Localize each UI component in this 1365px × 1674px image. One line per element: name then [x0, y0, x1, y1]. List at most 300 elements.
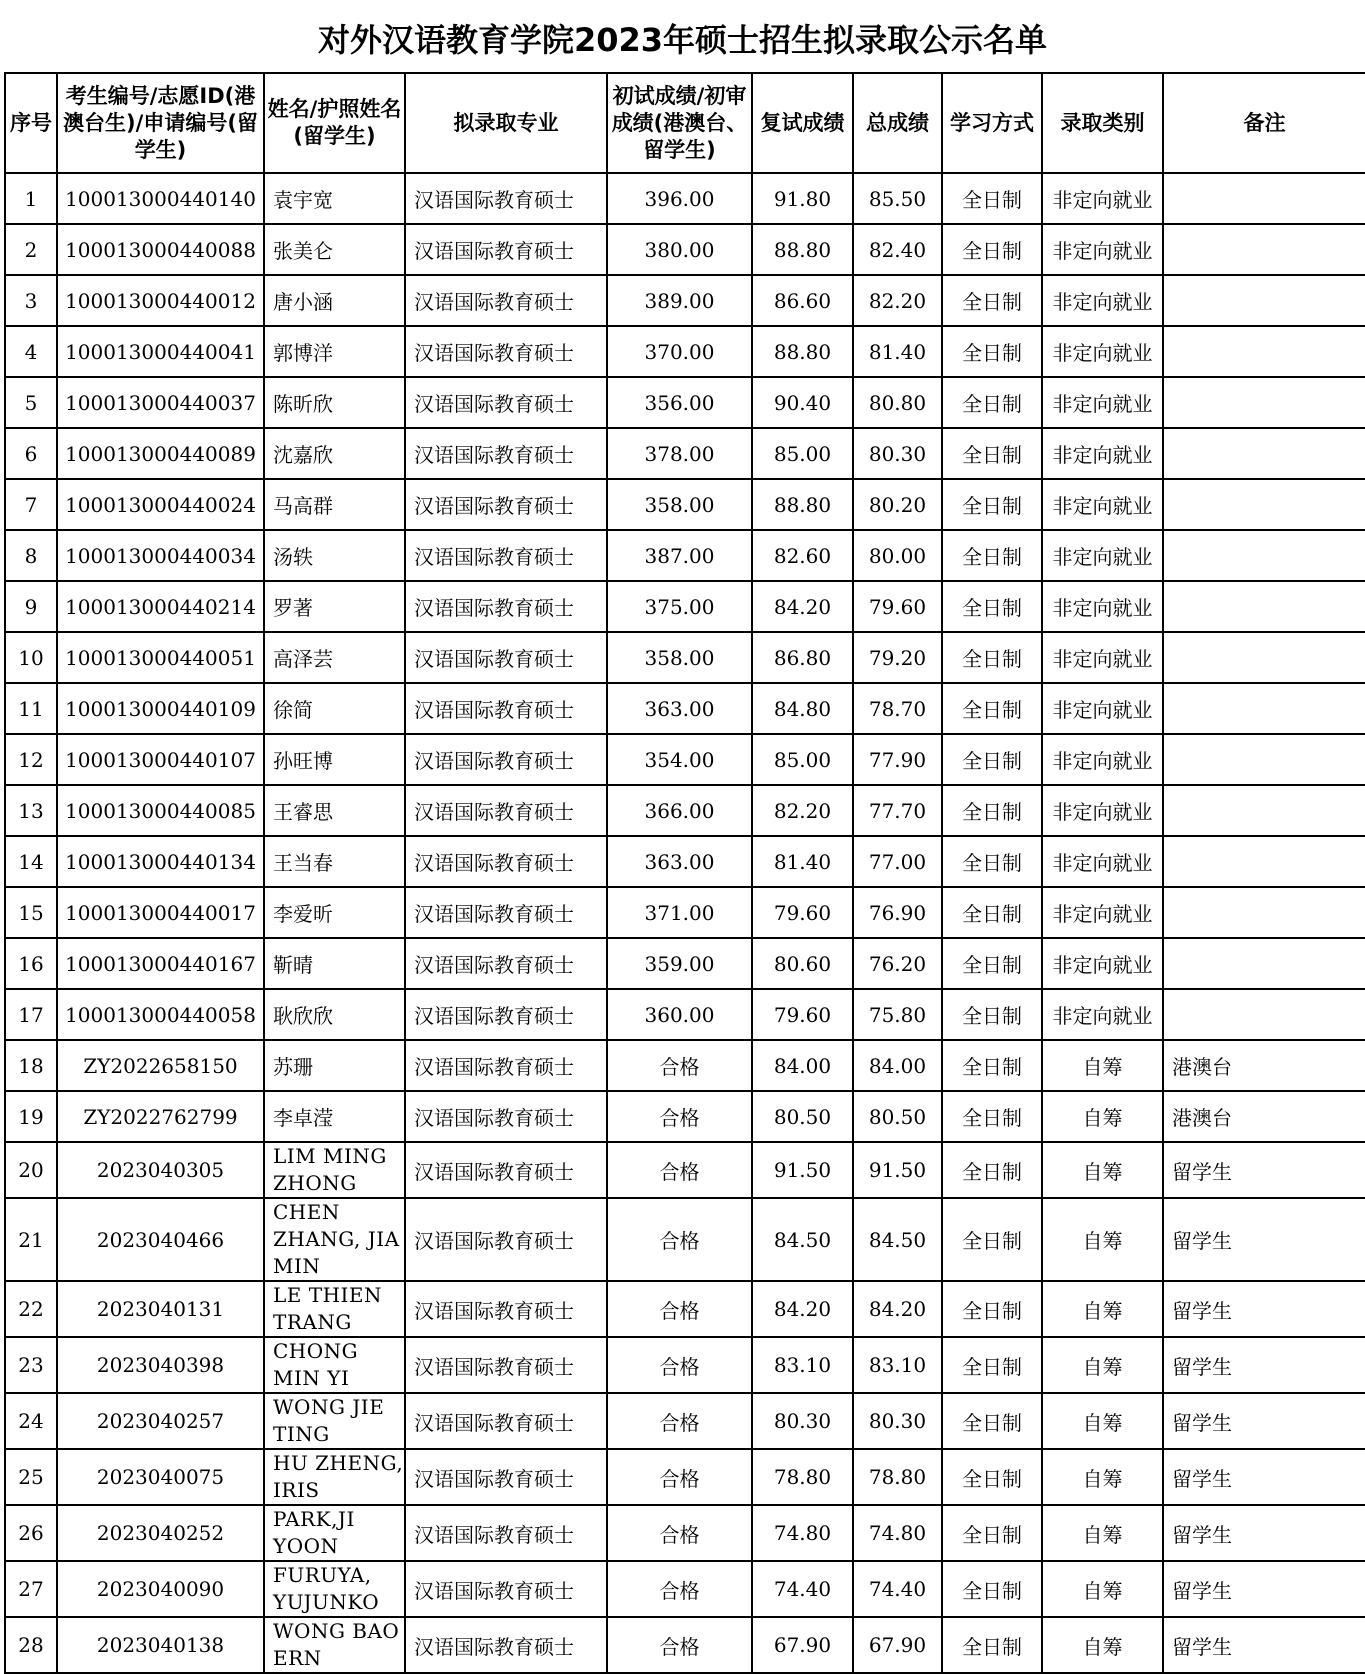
study-mode-cell: 全日制	[942, 1393, 1042, 1449]
total-score-cell: 76.20	[853, 938, 942, 989]
study-mode-cell: 全日制	[942, 479, 1042, 530]
first-score-cell: 380.00	[607, 224, 752, 275]
row-number-cell: 17	[5, 989, 57, 1040]
retest-score-cell: 74.40	[752, 1561, 853, 1617]
note-cell	[1163, 479, 1365, 530]
admission-type-cell: 非定向就业	[1042, 632, 1163, 683]
study-mode-cell: 全日制	[942, 785, 1042, 836]
table-row	[5, 1393, 1365, 1449]
study-mode-cell: 全日制	[942, 938, 1042, 989]
total-score-cell: 82.20	[853, 275, 942, 326]
retest-score-cell: 74.80	[752, 1505, 853, 1561]
note-cell	[1163, 938, 1365, 989]
major-cell: 汉语国际教育硕士	[405, 530, 607, 581]
total-score-cell: 80.30	[853, 1393, 942, 1449]
admission-type-cell: 非定向就业	[1042, 173, 1163, 224]
header-cell: 复试成绩	[752, 73, 853, 173]
name-cell: 苏珊	[264, 1040, 405, 1091]
candidate-id-cell: 100013000440140	[57, 173, 264, 224]
total-score-cell: 80.00	[853, 530, 942, 581]
row-number-cell: 11	[5, 683, 57, 734]
first-score-cell: 合格	[607, 1040, 752, 1091]
major-cell: 汉语国际教育硕士	[405, 887, 607, 938]
total-score-cell: 80.80	[853, 377, 942, 428]
retest-score-cell: 81.40	[752, 836, 853, 887]
note-cell: 留学生	[1163, 1393, 1365, 1449]
major-cell: 汉语国际教育硕士	[405, 428, 607, 479]
name-cell: WONG BAO ERN	[264, 1617, 405, 1673]
name-cell: 高泽芸	[264, 632, 405, 683]
retest-score-cell: 82.60	[752, 530, 853, 581]
total-score-cell: 80.20	[853, 479, 942, 530]
retest-score-cell: 84.20	[752, 581, 853, 632]
name-cell: 袁宇宽	[264, 173, 405, 224]
study-mode-cell: 全日制	[942, 887, 1042, 938]
name-cell: 王睿思	[264, 785, 405, 836]
candidate-id-cell: 2023040305	[57, 1142, 264, 1198]
name-cell: 汤轶	[264, 530, 405, 581]
retest-score-cell: 83.10	[752, 1337, 853, 1393]
note-cell	[1163, 581, 1365, 632]
retest-score-cell: 78.80	[752, 1449, 853, 1505]
name-cell: 陈昕欣	[264, 377, 405, 428]
table-row	[5, 224, 1365, 275]
major-cell: 汉语国际教育硕士	[405, 326, 607, 377]
study-mode-cell: 全日制	[942, 836, 1042, 887]
first-score-cell: 387.00	[607, 530, 752, 581]
first-score-cell: 370.00	[607, 326, 752, 377]
first-score-cell: 合格	[607, 1449, 752, 1505]
retest-score-cell: 85.00	[752, 734, 853, 785]
note-cell	[1163, 530, 1365, 581]
study-mode-cell: 全日制	[942, 734, 1042, 785]
retest-score-cell: 80.60	[752, 938, 853, 989]
major-cell: 汉语国际教育硕士	[405, 1091, 607, 1142]
row-number-cell: 2	[5, 224, 57, 275]
table-row	[5, 377, 1365, 428]
admission-type-cell: 非定向就业	[1042, 938, 1163, 989]
admission-type-cell: 非定向就业	[1042, 785, 1163, 836]
major-cell: 汉语国际教育硕士	[405, 938, 607, 989]
name-cell: 李爱昕	[264, 887, 405, 938]
major-cell: 汉语国际教育硕士	[405, 989, 607, 1040]
row-number-cell: 21	[5, 1198, 57, 1281]
row-number-cell: 14	[5, 836, 57, 887]
header-cell: 姓名/护照姓名(留学生)	[264, 73, 405, 173]
candidate-id-cell: 100013000440167	[57, 938, 264, 989]
table-row	[5, 581, 1365, 632]
study-mode-cell: 全日制	[942, 1561, 1042, 1617]
row-number-cell: 28	[5, 1617, 57, 1673]
table-row	[5, 887, 1365, 938]
name-cell: 孙旺博	[264, 734, 405, 785]
table-row	[5, 734, 1365, 785]
major-cell: 汉语国际教育硕士	[405, 1040, 607, 1091]
header-cell: 学习方式	[942, 73, 1042, 173]
first-score-cell: 359.00	[607, 938, 752, 989]
candidate-id-cell: 2023040257	[57, 1393, 264, 1449]
major-cell: 汉语国际教育硕士	[405, 683, 607, 734]
table-row	[5, 683, 1365, 734]
note-cell	[1163, 428, 1365, 479]
study-mode-cell: 全日制	[942, 530, 1042, 581]
candidate-id-cell: 2023040090	[57, 1561, 264, 1617]
admission-type-cell: 自筹	[1042, 1505, 1163, 1561]
candidate-id-cell: 2023040075	[57, 1449, 264, 1505]
note-cell	[1163, 989, 1365, 1040]
retest-score-cell: 84.50	[752, 1198, 853, 1281]
first-score-cell: 合格	[607, 1091, 752, 1142]
first-score-cell: 363.00	[607, 836, 752, 887]
study-mode-cell: 全日制	[942, 1281, 1042, 1337]
page-title: 对外汉语教育学院2023年硕士招生拟录取公示名单	[317, 21, 1048, 59]
first-score-cell: 371.00	[607, 887, 752, 938]
table-row	[5, 428, 1365, 479]
name-cell: PARK,JI YOON	[264, 1505, 405, 1561]
admission-type-cell: 自筹	[1042, 1198, 1163, 1281]
admission-type-cell: 自筹	[1042, 1393, 1163, 1449]
admission-type-cell: 非定向就业	[1042, 836, 1163, 887]
total-score-cell: 83.10	[853, 1337, 942, 1393]
first-score-cell: 396.00	[607, 173, 752, 224]
study-mode-cell: 全日制	[942, 1449, 1042, 1505]
total-score-cell: 78.70	[853, 683, 942, 734]
admission-type-cell: 非定向就业	[1042, 326, 1163, 377]
admission-type-cell: 非定向就业	[1042, 734, 1163, 785]
note-cell	[1163, 836, 1365, 887]
admission-type-cell: 非定向就业	[1042, 275, 1163, 326]
candidate-id-cell: 100013000440012	[57, 275, 264, 326]
note-cell	[1163, 173, 1365, 224]
first-score-cell: 363.00	[607, 683, 752, 734]
major-cell: 汉语国际教育硕士	[405, 173, 607, 224]
note-cell: 留学生	[1163, 1561, 1365, 1617]
row-number-cell: 20	[5, 1142, 57, 1198]
candidate-id-cell: 100013000440088	[57, 224, 264, 275]
admission-type-cell: 自筹	[1042, 1040, 1163, 1091]
header-cell: 备注	[1163, 73, 1365, 173]
major-cell: 汉语国际教育硕士	[405, 275, 607, 326]
candidate-id-cell: ZY2022658150	[57, 1040, 264, 1091]
table-row	[5, 632, 1365, 683]
admission-type-cell: 自筹	[1042, 1449, 1163, 1505]
table-row	[5, 1142, 1365, 1198]
header-cell: 录取类别	[1042, 73, 1163, 173]
table-row	[5, 1617, 1365, 1673]
table-row	[5, 275, 1365, 326]
row-number-cell: 16	[5, 938, 57, 989]
table-row	[5, 938, 1365, 989]
total-score-cell: 74.40	[853, 1561, 942, 1617]
admission-type-cell: 非定向就业	[1042, 683, 1163, 734]
note-cell	[1163, 683, 1365, 734]
admission-table	[4, 72, 1365, 1674]
admission-type-cell: 自筹	[1042, 1337, 1163, 1393]
major-cell: 汉语国际教育硕士	[405, 836, 607, 887]
note-cell: 留学生	[1163, 1198, 1365, 1281]
note-cell: 留学生	[1163, 1281, 1365, 1337]
note-cell	[1163, 326, 1365, 377]
table-row	[5, 1040, 1365, 1091]
table-body	[5, 173, 1365, 1673]
total-score-cell: 77.00	[853, 836, 942, 887]
name-cell: 沈嘉欣	[264, 428, 405, 479]
retest-score-cell: 84.80	[752, 683, 853, 734]
retest-score-cell: 80.50	[752, 1091, 853, 1142]
note-cell	[1163, 377, 1365, 428]
admission-type-cell: 非定向就业	[1042, 479, 1163, 530]
retest-score-cell: 82.20	[752, 785, 853, 836]
retest-score-cell: 85.00	[752, 428, 853, 479]
study-mode-cell: 全日制	[942, 1337, 1042, 1393]
study-mode-cell: 全日制	[942, 1505, 1042, 1561]
first-score-cell: 合格	[607, 1505, 752, 1561]
major-cell: 汉语国际教育硕士	[405, 581, 607, 632]
first-score-cell: 358.00	[607, 632, 752, 683]
row-number-cell: 1	[5, 173, 57, 224]
note-cell: 留学生	[1163, 1449, 1365, 1505]
study-mode-cell: 全日制	[942, 275, 1042, 326]
table-row	[5, 173, 1365, 224]
admission-type-cell: 非定向就业	[1042, 377, 1163, 428]
total-score-cell: 67.90	[853, 1617, 942, 1673]
row-number-cell: 9	[5, 581, 57, 632]
total-score-cell: 77.70	[853, 785, 942, 836]
row-number-cell: 23	[5, 1337, 57, 1393]
major-cell: 汉语国际教育硕士	[405, 734, 607, 785]
row-number-cell: 4	[5, 326, 57, 377]
header-cell: 序号	[5, 73, 57, 173]
total-score-cell: 84.50	[853, 1198, 942, 1281]
row-number-cell: 5	[5, 377, 57, 428]
retest-score-cell: 88.80	[752, 326, 853, 377]
row-number-cell: 8	[5, 530, 57, 581]
candidate-id-cell: 100013000440041	[57, 326, 264, 377]
total-score-cell: 84.00	[853, 1040, 942, 1091]
first-score-cell: 389.00	[607, 275, 752, 326]
study-mode-cell: 全日制	[942, 581, 1042, 632]
first-score-cell: 合格	[607, 1142, 752, 1198]
first-score-cell: 378.00	[607, 428, 752, 479]
row-number-cell: 22	[5, 1281, 57, 1337]
table-row	[5, 1091, 1365, 1142]
table-row	[5, 1281, 1365, 1337]
total-score-cell: 76.90	[853, 887, 942, 938]
note-cell	[1163, 224, 1365, 275]
name-cell: FURUYA, YUJUNKO	[264, 1561, 405, 1617]
admission-type-cell: 自筹	[1042, 1561, 1163, 1617]
candidate-id-cell: 2023040252	[57, 1505, 264, 1561]
major-cell: 汉语国际教育硕士	[405, 632, 607, 683]
major-cell: 汉语国际教育硕士	[405, 1198, 607, 1281]
note-cell	[1163, 632, 1365, 683]
admission-type-cell: 非定向就业	[1042, 581, 1163, 632]
name-cell: 张美仑	[264, 224, 405, 275]
name-cell: 徐简	[264, 683, 405, 734]
first-score-cell: 合格	[607, 1561, 752, 1617]
study-mode-cell: 全日制	[942, 989, 1042, 1040]
first-score-cell: 360.00	[607, 989, 752, 1040]
major-cell: 汉语国际教育硕士	[405, 785, 607, 836]
study-mode-cell: 全日制	[942, 377, 1042, 428]
name-cell: 李卓滢	[264, 1091, 405, 1142]
first-score-cell: 合格	[607, 1198, 752, 1281]
major-cell: 汉语国际教育硕士	[405, 1617, 607, 1673]
total-score-cell: 78.80	[853, 1449, 942, 1505]
total-score-cell: 74.80	[853, 1505, 942, 1561]
row-number-cell: 13	[5, 785, 57, 836]
admission-type-cell: 非定向就业	[1042, 530, 1163, 581]
candidate-id-cell: 2023040138	[57, 1617, 264, 1673]
first-score-cell: 366.00	[607, 785, 752, 836]
table-row	[5, 1561, 1365, 1617]
row-number-cell: 15	[5, 887, 57, 938]
study-mode-cell: 全日制	[942, 428, 1042, 479]
study-mode-cell: 全日制	[942, 1091, 1042, 1142]
major-cell: 汉语国际教育硕士	[405, 1561, 607, 1617]
header-cell: 总成绩	[853, 73, 942, 173]
total-score-cell: 84.20	[853, 1281, 942, 1337]
name-cell: 唐小涵	[264, 275, 405, 326]
first-score-cell: 合格	[607, 1617, 752, 1673]
note-cell: 留学生	[1163, 1617, 1365, 1673]
total-score-cell: 75.80	[853, 989, 942, 1040]
candidate-id-cell: 100013000440109	[57, 683, 264, 734]
major-cell: 汉语国际教育硕士	[405, 1505, 607, 1561]
retest-score-cell: 88.80	[752, 479, 853, 530]
retest-score-cell: 84.00	[752, 1040, 853, 1091]
candidate-id-cell: 100013000440024	[57, 479, 264, 530]
retest-score-cell: 91.80	[752, 173, 853, 224]
major-cell: 汉语国际教育硕士	[405, 1337, 607, 1393]
total-score-cell: 81.40	[853, 326, 942, 377]
first-score-cell: 合格	[607, 1393, 752, 1449]
name-cell: 马高群	[264, 479, 405, 530]
row-number-cell: 7	[5, 479, 57, 530]
note-cell	[1163, 887, 1365, 938]
table-row	[5, 1198, 1365, 1281]
major-cell: 汉语国际教育硕士	[405, 377, 607, 428]
first-score-cell: 356.00	[607, 377, 752, 428]
total-score-cell: 85.50	[853, 173, 942, 224]
first-score-cell: 合格	[607, 1337, 752, 1393]
name-cell: 靳晴	[264, 938, 405, 989]
study-mode-cell: 全日制	[942, 1142, 1042, 1198]
note-cell: 留学生	[1163, 1337, 1365, 1393]
note-cell: 港澳台	[1163, 1091, 1365, 1142]
candidate-id-cell: 100013000440051	[57, 632, 264, 683]
retest-score-cell: 88.80	[752, 224, 853, 275]
header-cell: 初试成绩/初审成绩(港澳台、留学生)	[607, 73, 752, 173]
table-row	[5, 989, 1365, 1040]
table-row	[5, 1449, 1365, 1505]
retest-score-cell: 80.30	[752, 1393, 853, 1449]
candidate-id-cell: 2023040398	[57, 1337, 264, 1393]
note-cell	[1163, 785, 1365, 836]
major-cell: 汉语国际教育硕士	[405, 479, 607, 530]
total-score-cell: 82.40	[853, 224, 942, 275]
total-score-cell: 80.30	[853, 428, 942, 479]
row-number-cell: 25	[5, 1449, 57, 1505]
name-cell: HU ZHENG, IRIS	[264, 1449, 405, 1505]
table-row	[5, 836, 1365, 887]
name-cell: LE THIEN TRANG	[264, 1281, 405, 1337]
table-header-row	[5, 73, 1365, 173]
name-cell: CHEN ZHANG, JIA MIN	[264, 1198, 405, 1281]
total-score-cell: 80.50	[853, 1091, 942, 1142]
retest-score-cell: 86.80	[752, 632, 853, 683]
name-cell: LIM MING ZHONG	[264, 1142, 405, 1198]
major-cell: 汉语国际教育硕士	[405, 1142, 607, 1198]
name-cell: 王当春	[264, 836, 405, 887]
row-number-cell: 6	[5, 428, 57, 479]
name-cell: 耿欣欣	[264, 989, 405, 1040]
candidate-id-cell: 100013000440085	[57, 785, 264, 836]
table-row	[5, 785, 1365, 836]
study-mode-cell: 全日制	[942, 326, 1042, 377]
retest-score-cell: 79.60	[752, 989, 853, 1040]
study-mode-cell: 全日制	[942, 1617, 1042, 1673]
retest-score-cell: 67.90	[752, 1617, 853, 1673]
note-cell	[1163, 734, 1365, 785]
admission-type-cell: 自筹	[1042, 1281, 1163, 1337]
major-cell: 汉语国际教育硕士	[405, 1393, 607, 1449]
major-cell: 汉语国际教育硕士	[405, 1449, 607, 1505]
row-number-cell: 27	[5, 1561, 57, 1617]
candidate-id-cell: 100013000440017	[57, 887, 264, 938]
study-mode-cell: 全日制	[942, 224, 1042, 275]
name-cell: 郭博洋	[264, 326, 405, 377]
candidate-id-cell: 100013000440034	[57, 530, 264, 581]
retest-score-cell: 86.60	[752, 275, 853, 326]
study-mode-cell: 全日制	[942, 632, 1042, 683]
admission-type-cell: 非定向就业	[1042, 989, 1163, 1040]
candidate-id-cell: 100013000440089	[57, 428, 264, 479]
total-score-cell: 79.60	[853, 581, 942, 632]
candidate-id-cell: 2023040466	[57, 1198, 264, 1281]
row-number-cell: 10	[5, 632, 57, 683]
candidate-id-cell: 100013000440058	[57, 989, 264, 1040]
table-row	[5, 479, 1365, 530]
major-cell: 汉语国际教育硕士	[405, 1281, 607, 1337]
row-number-cell: 18	[5, 1040, 57, 1091]
table-row	[5, 326, 1365, 377]
candidate-id-cell: 100013000440037	[57, 377, 264, 428]
name-cell: WONG JIE TING	[264, 1393, 405, 1449]
row-number-cell: 3	[5, 275, 57, 326]
header-cell: 考生编号/志愿ID(港澳台生)/申请编号(留学生)	[57, 73, 264, 173]
retest-score-cell: 79.60	[752, 887, 853, 938]
table-row	[5, 1505, 1365, 1561]
first-score-cell: 354.00	[607, 734, 752, 785]
row-number-cell: 19	[5, 1091, 57, 1142]
retest-score-cell: 91.50	[752, 1142, 853, 1198]
total-score-cell: 79.20	[853, 632, 942, 683]
total-score-cell: 77.90	[853, 734, 942, 785]
total-score-cell: 91.50	[853, 1142, 942, 1198]
candidate-id-cell: ZY2022762799	[57, 1091, 264, 1142]
header-cell: 拟录取专业	[405, 73, 607, 173]
candidate-id-cell: 100013000440134	[57, 836, 264, 887]
first-score-cell: 375.00	[607, 581, 752, 632]
row-number-cell: 12	[5, 734, 57, 785]
first-score-cell: 358.00	[607, 479, 752, 530]
name-cell: CHONG MIN YI	[264, 1337, 405, 1393]
study-mode-cell: 全日制	[942, 1040, 1042, 1091]
study-mode-cell: 全日制	[942, 173, 1042, 224]
note-cell	[1163, 275, 1365, 326]
candidate-id-cell: 100013000440107	[57, 734, 264, 785]
